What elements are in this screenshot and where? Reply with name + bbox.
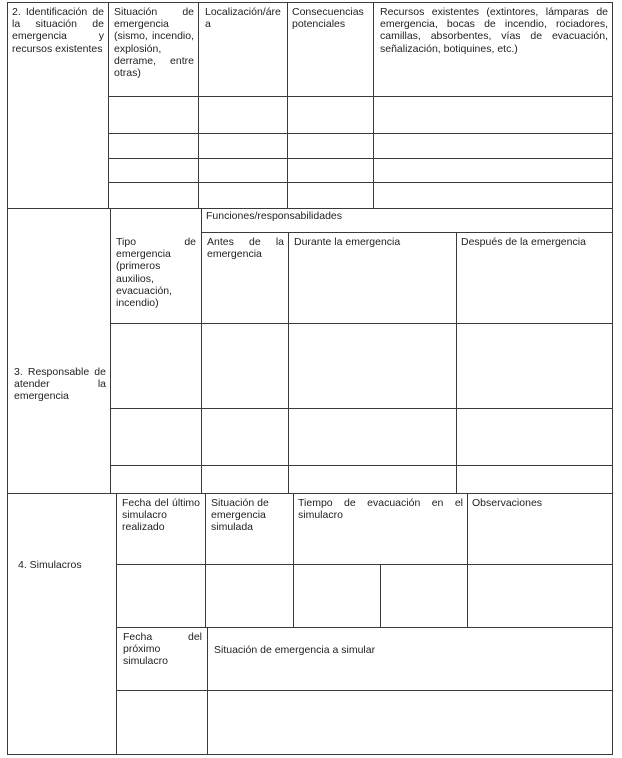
s4-col-line: [467, 493, 468, 627]
s3-col-line: [110, 208, 111, 494]
header-funciones: Funciones/responsabilidades: [206, 210, 343, 222]
column-header-situacion: Situación de emergencia (sismo, incendio, explosión, derrame, entre otras): [114, 6, 194, 80]
s4-row-line: [116, 690, 613, 691]
s2-col-line: [108, 2, 109, 209]
column-header-tipo: Tipo de emergencia (primeros auxilios, evacuación, incendio): [116, 236, 196, 310]
s2-col-line: [373, 2, 374, 209]
column-header-fecha-proximo: Fecha del próximo simulacro: [123, 631, 202, 668]
s4-col-line: [205, 493, 206, 627]
s2-row-line: [108, 158, 613, 159]
border-top: [7, 2, 613, 3]
s3-row-line: [110, 323, 613, 324]
s4-col-line: [116, 493, 117, 755]
separator-2-3: [7, 208, 613, 209]
column-header-localizacion: Localización/área: [205, 6, 281, 31]
column-header-antes: Antes de la emergencia: [207, 236, 284, 261]
separator-3-4: [7, 493, 613, 494]
s3-col-line: [288, 232, 289, 494]
s4-row-line: [116, 564, 613, 565]
s3-row-line: [201, 232, 613, 233]
s2-col-line: [198, 2, 199, 209]
s2-row-line: [108, 96, 613, 97]
column-header-situacion-simulada: Situación de emergencia simulada: [211, 497, 269, 534]
border-right: [612, 2, 613, 755]
s4-row-line: [116, 627, 613, 628]
column-header-consecuencias: Consecuencias potenciales: [292, 6, 364, 31]
column-header-durante: Durante la emergencia: [294, 236, 401, 248]
section-3-label: 3. Responsable de atender la emergencia: [14, 366, 106, 403]
s2-row-line: [108, 182, 613, 183]
s3-row-line: [110, 465, 613, 466]
border-left: [7, 2, 8, 755]
s3-row-line: [110, 408, 613, 409]
column-header-despues: Después de la emergencia: [461, 236, 586, 248]
s4-col-line: [207, 627, 208, 755]
section-2-label: 2. Identificación de la situación de emergencia y recursos existentes: [12, 6, 104, 55]
s2-col-line: [287, 2, 288, 209]
column-header-tiempo-evacuacion: Tiempo de evacuación en el simulacro: [298, 497, 463, 522]
border-bottom: [7, 754, 613, 755]
section-4-label: 4. Simulacros: [18, 559, 82, 571]
column-header-situacion-simular: Situación de emergencia a simular: [214, 644, 376, 656]
s3-col-line: [456, 232, 457, 494]
s3-col-line: [201, 208, 202, 494]
column-header-observaciones: Observaciones: [472, 497, 543, 509]
s2-row-line: [108, 133, 613, 134]
s4-col-line: [293, 493, 294, 627]
column-header-recursos: Recursos existentes (extintores, lámparas de emergencia, bocas de incendio, rociadores, camillas, absorbentes, vías de evacuación, señalización, botiquines, etc.): [380, 6, 608, 55]
s4-col-line: [380, 564, 381, 627]
column-header-fecha-ultimo: Fecha del último simulacro realizado: [122, 497, 200, 534]
